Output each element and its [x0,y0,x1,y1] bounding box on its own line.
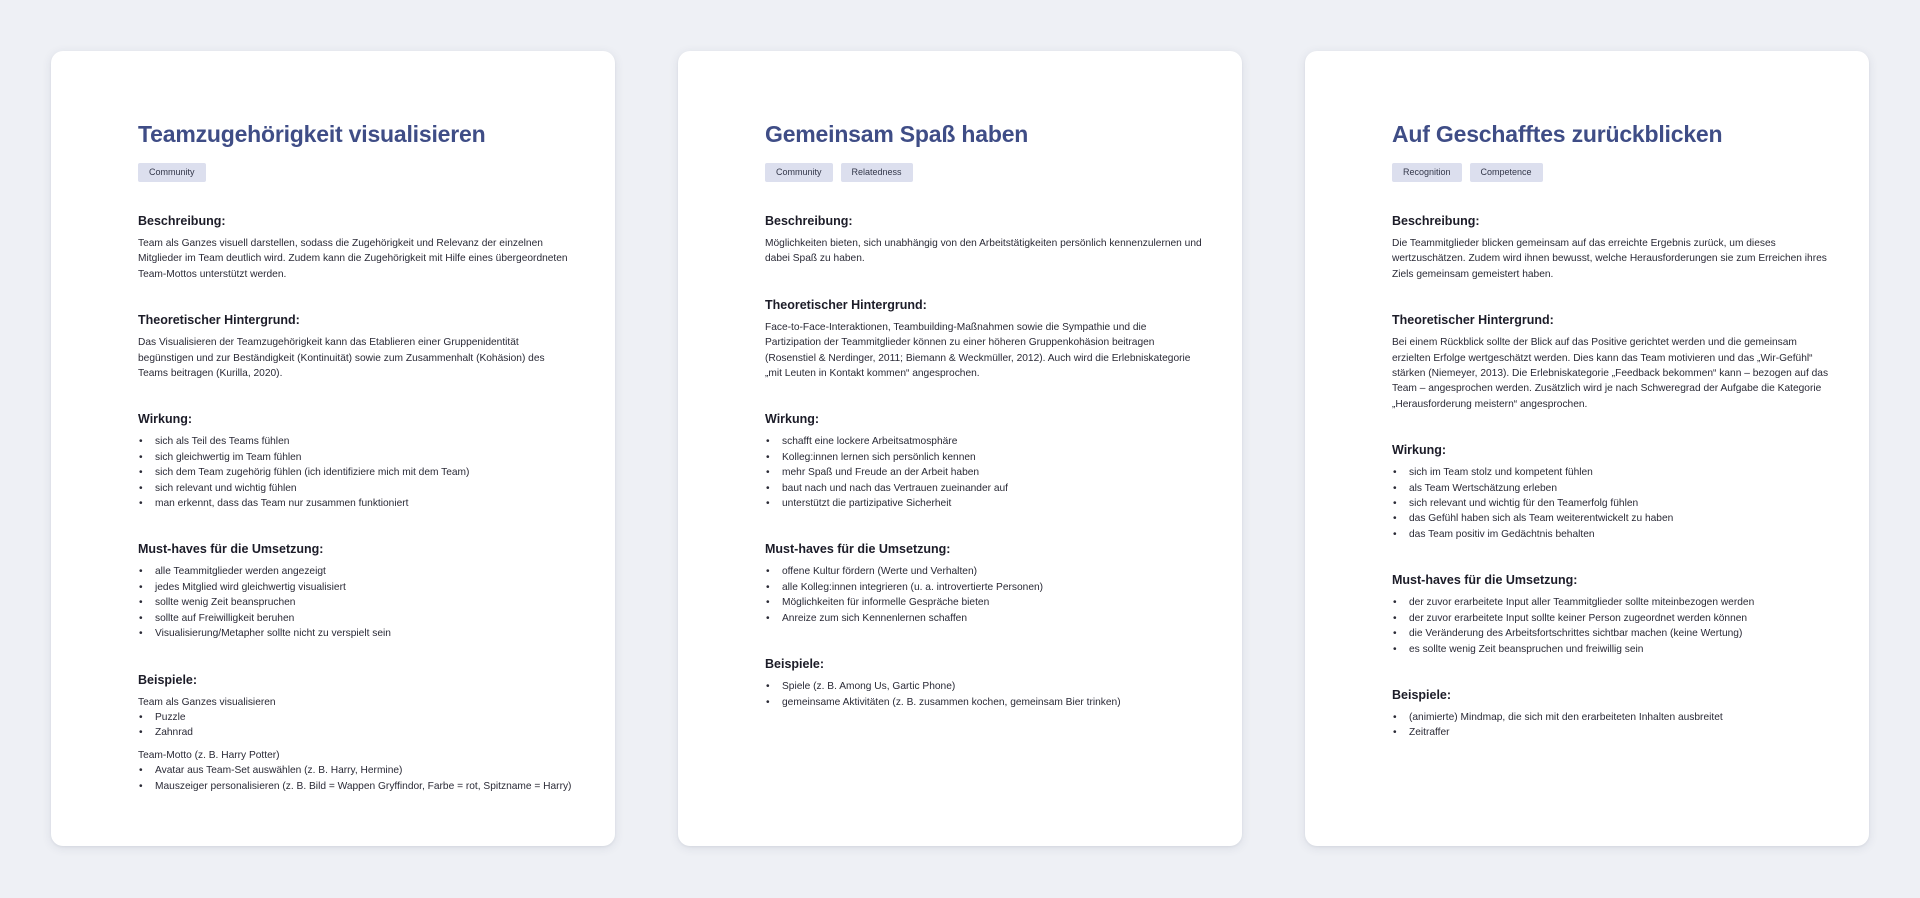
list-item: • mehr Spaß und Freude an der Arbeit haben [765,465,1202,480]
tag-badge: Relatedness [841,163,913,182]
section-heading-musthaves: Must-haves für die Umsetzung: [765,542,951,557]
hintergrund-text: Face-to-Face-Interaktionen, Teambuilding-Maßnahmen sowie die Sympathie und die Partizipation der Teammitglieder können zu einer höheren Gruppenkohäsion beitragen (Rosenstiel & Nerdinger, 2011; Biemann & Weckmüller, 2012). Auch wird die Erlebniskategorie „mit Leuten in Kontakt kommen“ angesprochen. [765,321,1191,380]
list-item: • Mauszeiger personalisieren (z. B. Bild = Wappen Gryffindor, Farbe = rot, Spitzname = Harry) [138,779,575,794]
section-heading-beschreibung: Beschreibung: [765,214,853,228]
card-geschafftes-zurueckblicken [1305,51,1869,846]
wirkung-list [138,434,575,511]
hintergrund-text: Das Visualisieren der Teamzugehörigkeit kann das Etablieren einer Gruppenidentität begünstigen und zur Beständigkeit (Kontinuität) sowie zum Zusammenhalt (Kohäsion) des Teams beitragen (Kurilla, 2020). [138,337,545,380]
list-item: • Spiele (z. B. Among Us, Gartic Phone) [765,679,1202,694]
beispiele-group [138,748,575,794]
list-item: • sich relevant und wichtig für den Teamerfolg fühlen [1392,496,1829,511]
list-item: • Zeitraffer [1392,725,1829,740]
list-item: • (animierte) Mindmap, die sich mit den erarbeiteten Inhalten ausbreitet [1392,710,1829,725]
list-item: • sollte wenig Zeit beanspruchen [138,595,575,610]
beispiele-list [765,679,1202,710]
section-heading-musthaves: Must-haves für die Umsetzung: [138,542,324,557]
list-item: • offene Kultur fördern (Werte und Verhalten) [765,564,1202,579]
list-item: • sich gleichwertig im Team fühlen [138,450,575,465]
list-item: • sollte auf Freiwilligkeit beruhen [138,611,575,626]
tag-badge: Community [765,163,833,182]
section-heading-musthaves: Must-haves für die Umsetzung: [1392,573,1578,588]
tag-badge: Community [138,163,206,182]
tag-badge: Competence [1470,163,1543,182]
section-heading-beispiele: Beispiele: [138,672,198,687]
card-teamzugehoerigkeit [51,51,615,846]
list-item: • Visualisierung/Metapher sollte nicht zu verspielt sein [138,626,575,641]
beschreibung-text: Möglichkeiten bieten, sich unabhängig von den Arbeitstätigkeiten persönlich kennenzulernen und dabei Spaß zu haben. [765,238,1202,265]
wirkung-list [765,434,1202,511]
beschreibung-text: Die Teammitglieder blicken gemeinsam auf das erreichte Ergebnis zurück, um dieses wertzuschätzen. Zudem wird ihnen bewusst, welche Herausforderungen sie zum Erreichen ihres Ziels gemeinsam gemeistert haben. [1392,238,1827,280]
section-heading-beispiele: Beispiele: [765,657,825,672]
list-item: • unterstützt die partizipative Sicherheit [765,496,1202,511]
card-title: Teamzugehörigkeit visualisieren [138,121,486,147]
list-item: • der zuvor erarbeitete Input aller Teammitglieder sollte miteinbezogen werden [1392,595,1829,610]
beschreibung-text: Team als Ganzes visuell darstellen, sodass die Zugehörigkeit und Relevanz der einzelnen Mitglieder im Team deutlich wird. Zudem kann die Zugehörigkeit mit Hilfe eines übergeordneten Team-Mottos unterstützt werden. [138,238,568,280]
section-heading-beschreibung: Beschreibung: [1392,214,1480,228]
section-heading-hintergrund: Theoretischer Hintergrund: [138,313,300,328]
list-item: • gemeinsame Aktivitäten (z. B. zusammen kochen, gemeinsam Bier trinken) [765,695,1202,710]
card-title: Auf Geschafftes zurückblicken [1392,121,1723,147]
list-item: • Zahnrad [138,725,575,740]
list-item: • die Veränderung des Arbeitsfortschrittes sichtbar machen (keine Wertung) [1392,626,1829,641]
section-heading-beschreibung: Beschreibung: [138,214,226,228]
tag-list [1392,163,1829,182]
musthaves-list [138,564,575,641]
list-item: • man erkennt, dass das Team nur zusammen funktioniert [138,496,575,511]
section-heading-wirkung: Wirkung: [1392,443,1447,458]
list-item: • alle Teammitglieder werden angezeigt [138,564,575,579]
list-item: • alle Kolleg:innen integrieren (u. a. introvertierte Personen) [765,580,1202,595]
section-heading-wirkung: Wirkung: [138,412,193,427]
beispiele-group-label: Team-Motto (z. B. Harry Potter) [138,749,280,761]
tag-badge: Recognition [1392,163,1462,182]
list-item: • Puzzle [138,710,575,725]
list-item: • jedes Mitglied wird gleichwertig visualisiert [138,580,575,595]
list-item: • sich als Teil des Teams fühlen [138,434,575,449]
card-title: Gemeinsam Spaß haben [765,121,1029,147]
list-item: • schafft eine lockere Arbeitsatmosphäre [765,434,1202,449]
list-item: • sich dem Team zugehörig fühlen (ich identifiziere mich mit dem Team) [138,465,575,480]
beispiele-list [138,763,575,794]
section-heading-hintergrund: Theoretischer Hintergrund: [765,297,927,312]
tag-list [138,163,575,182]
list-item: • Möglichkeiten für informelle Gespräche bieten [765,595,1202,610]
list-item: • Avatar aus Team-Set auswählen (z. B. Harry, Hermine) [138,763,575,778]
list-item: • sich relevant und wichtig fühlen [138,481,575,496]
list-item: • baut nach und nach das Vertrauen zueinander auf [765,481,1202,496]
list-item: • Anreize zum sich Kennenlernen schaffen [765,611,1202,626]
beispiele-group-label: Team als Ganzes visualisieren [138,696,276,708]
list-item: • der zuvor erarbeitete Input sollte keiner Person zugeordnet werden können [1392,611,1829,626]
list-item: • das Team positiv im Gedächtnis behalten [1392,527,1829,542]
section-heading-beispiele: Beispiele: [1392,687,1452,702]
musthaves-list [1392,595,1829,657]
list-item: • Kolleg:innen lernen sich persönlich kennen [765,450,1202,465]
beispiele-list [1392,710,1829,741]
card-gemeinsam-spass [678,51,1242,846]
list-item: • das Gefühl haben sich als Team weiterentwickelt zu haben [1392,511,1829,526]
list-item: • sich im Team stolz und kompetent fühlen [1392,465,1829,480]
tag-list [765,163,1202,182]
musthaves-list [765,564,1202,626]
wirkung-list [1392,465,1829,542]
list-item: • als Team Wertschätzung erleben [1392,481,1829,496]
section-heading-wirkung: Wirkung: [765,412,820,427]
beispiele-list [138,710,575,741]
beispiele-group [138,695,575,741]
section-heading-hintergrund: Theoretischer Hintergrund: [1392,313,1554,328]
list-item: • es sollte wenig Zeit beanspruchen und freiwillig sein [1392,642,1829,657]
hintergrund-text: Bei einem Rückblick sollte der Blick auf das Positive gerichtet werden und die gemeinsam erzielten Erfolge wertgeschätzt werden. Dies kann das Team motivieren und das „Wir-Gefühl“ stärken (Niemeyer, 2013). Die Erlebniskategorie „Feedback bekommen“ kann – bezogen auf das Team – angesprochen werden. Zusätzlich wird je nach Schweregrad der Aufgabe die Kategorie „Herausforderung meistern“ angesprochen. [1392,337,1829,410]
